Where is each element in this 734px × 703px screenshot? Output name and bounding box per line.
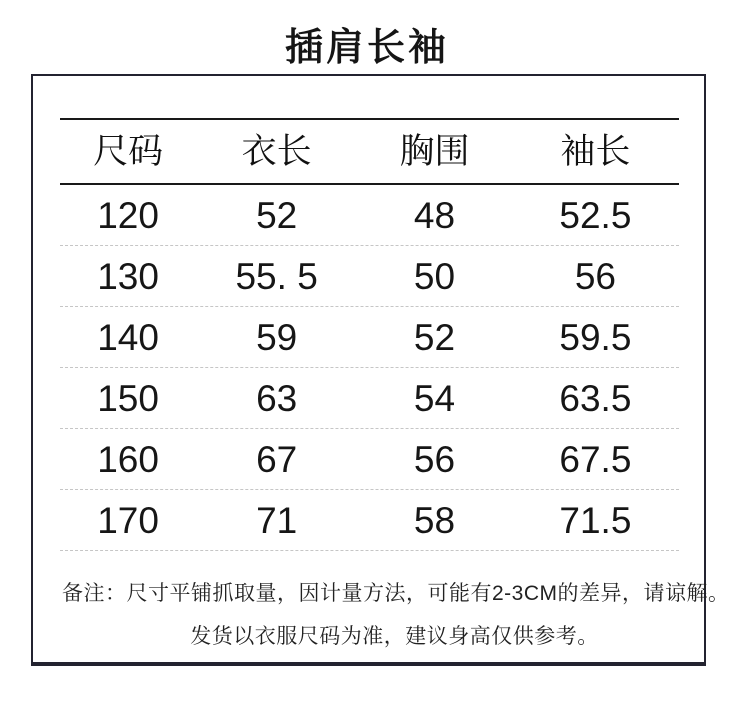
notes-line-2: 发货以衣服尺码为准，建议身高仅供参考。 [190,625,599,648]
table-cell: 56 [413,438,456,480]
header-cell-size: 尺码 [93,132,164,171]
size-chart-box [31,74,730,666]
table-cell: 54 [413,377,456,419]
header-cell-chest: 胸围 [399,132,470,171]
table-cell: 48 [413,194,456,236]
table-cell: 160 [97,438,159,480]
table-cell: 52.5 [559,194,632,236]
table-cell: 50 [413,255,456,297]
header-cell-sleeve: 袖长 [560,132,631,171]
header-cell-length: 衣长 [241,132,312,171]
table-row [60,429,679,490]
table-cell: 150 [97,377,159,419]
table-cell: 55. 5 [235,255,318,297]
table-cell: 71.5 [559,499,632,541]
table-cell: 52 [413,316,456,358]
table-cell: 71 [256,499,298,541]
table-cell: 63.5 [559,377,632,419]
table-row [60,246,679,307]
notes-line-1: 备注：尺寸平铺抓取量，因计量方法，可能有2-3CM的差异，请谅解。 [62,582,730,605]
size-chart-title: 插肩长袖 [284,27,449,69]
table-cell: 130 [97,255,159,297]
table-cell: 56 [574,255,616,297]
table-cell: 120 [97,194,159,236]
size-table [60,118,679,551]
table-cell: 59.5 [559,316,632,358]
table-cell: 58 [413,499,456,541]
table-row [60,490,679,551]
table-header-row [60,118,679,185]
table-cell: 67 [256,438,298,480]
table-cell: 140 [97,316,159,358]
table-cell: 52 [256,194,298,236]
table-cell: 59 [256,316,298,358]
table-cell: 63 [256,377,298,419]
table-cell: 170 [97,499,159,541]
table-row [60,307,679,368]
table-row [60,185,679,246]
table-cell: 67.5 [559,438,632,480]
table-row [60,368,679,429]
